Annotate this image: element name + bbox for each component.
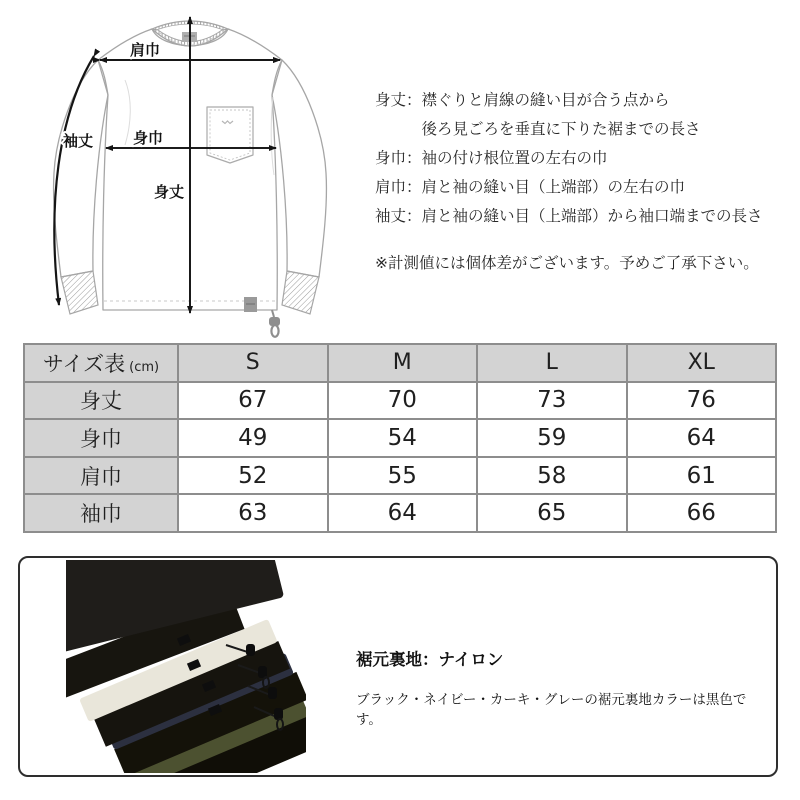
hem-brand-tag bbox=[244, 297, 257, 312]
cell-value: 64 bbox=[627, 419, 777, 457]
note-term: 身丈： bbox=[375, 91, 422, 109]
cell-value: 65 bbox=[477, 494, 627, 532]
cell-value: 58 bbox=[477, 457, 627, 495]
note-term: 肩巾： bbox=[375, 178, 422, 196]
right-sleeve bbox=[272, 60, 326, 314]
note-desc: 肩と袖の縫い目（上端部）から袖口端までの長さ bbox=[421, 207, 763, 225]
label-body-width: 身巾 bbox=[132, 129, 164, 147]
size-table-header-row bbox=[24, 344, 776, 382]
hem-lining-photo bbox=[66, 560, 306, 773]
note-shoulder-width bbox=[375, 173, 787, 202]
table-row-shoulder-width bbox=[24, 457, 776, 495]
size-table-section bbox=[23, 343, 777, 533]
col-header-m: M bbox=[328, 344, 478, 382]
note-desc-line1: 襟ぐりと肩線の縫い目が合う点から bbox=[421, 91, 670, 109]
col-header-xl: XL bbox=[627, 344, 777, 382]
drawcord-loop bbox=[276, 718, 284, 731]
cell-value: 63 bbox=[178, 494, 328, 532]
row-label: 袖巾 bbox=[24, 494, 178, 532]
cell-value: 59 bbox=[477, 419, 627, 457]
shirt-measurement-diagram bbox=[30, 5, 380, 340]
note-body-length bbox=[375, 86, 787, 144]
measurement-notes bbox=[375, 86, 787, 278]
drawcord-loop bbox=[262, 676, 270, 689]
col-header-s: S bbox=[178, 344, 328, 382]
drawcord-toggle bbox=[246, 644, 255, 656]
cell-value: 66 bbox=[627, 494, 777, 532]
cell-value: 70 bbox=[328, 382, 478, 420]
note-desc: 袖の付け根位置の左右の巾 bbox=[421, 149, 608, 167]
chest-pocket bbox=[207, 107, 253, 163]
col-header-l: L bbox=[477, 344, 627, 382]
size-table bbox=[23, 343, 777, 533]
measurement-disclaimer: ※計測値には個体差がございます。予めご了承下さい。 bbox=[375, 254, 759, 272]
cell-value: 49 bbox=[178, 419, 328, 457]
cell-value: 73 bbox=[477, 382, 627, 420]
table-row-body-length bbox=[24, 382, 776, 420]
drawcord-toggle bbox=[268, 687, 277, 699]
cell-value: 61 bbox=[627, 457, 777, 495]
row-label: 肩巾 bbox=[24, 457, 178, 495]
table-row-sleeve-width bbox=[24, 494, 776, 532]
label-body-length: 身丈 bbox=[153, 183, 184, 201]
right-cuff-rib bbox=[282, 271, 319, 314]
left-cuff-rib bbox=[61, 271, 98, 314]
size-table-unit: (cm) bbox=[129, 359, 160, 375]
hem-lining-description: ブラック・ネイビー・カーキ・グレーの裾元裏地カラーは黒色です。 bbox=[356, 692, 747, 728]
note-body-width bbox=[375, 144, 787, 173]
hem-lining-text bbox=[356, 646, 756, 728]
note-term: 袖丈： bbox=[375, 207, 422, 225]
table-row-body-width bbox=[24, 419, 776, 457]
hem-lining-title: 裾元裏地：ナイロン bbox=[356, 650, 504, 669]
cell-value: 52 bbox=[178, 457, 328, 495]
size-table-title-cell bbox=[24, 344, 178, 382]
left-sleeve bbox=[54, 60, 108, 314]
label-sleeve-length: 袖丈 bbox=[62, 132, 94, 150]
cell-value: 54 bbox=[328, 419, 478, 457]
note-desc: 肩と袖の縫い目（上端部）の左右の巾 bbox=[421, 178, 686, 196]
note-term: 身巾： bbox=[375, 149, 422, 167]
note-sleeve-length bbox=[375, 202, 787, 231]
hem-lining-info-box bbox=[18, 556, 778, 777]
note-desc-line2: 後ろ見ごろを垂直に下りた裾までの長さ bbox=[421, 120, 701, 138]
cell-value: 67 bbox=[178, 382, 328, 420]
cell-value: 64 bbox=[328, 494, 478, 532]
row-label: 身丈 bbox=[24, 382, 178, 420]
cell-value: 76 bbox=[627, 382, 777, 420]
size-table-title: サイズ表 bbox=[42, 351, 126, 376]
cell-value: 55 bbox=[328, 457, 478, 495]
label-shoulder-width: 肩巾 bbox=[129, 41, 161, 59]
hem-drawcord-toggle bbox=[269, 310, 280, 337]
row-label: 身巾 bbox=[24, 419, 178, 457]
